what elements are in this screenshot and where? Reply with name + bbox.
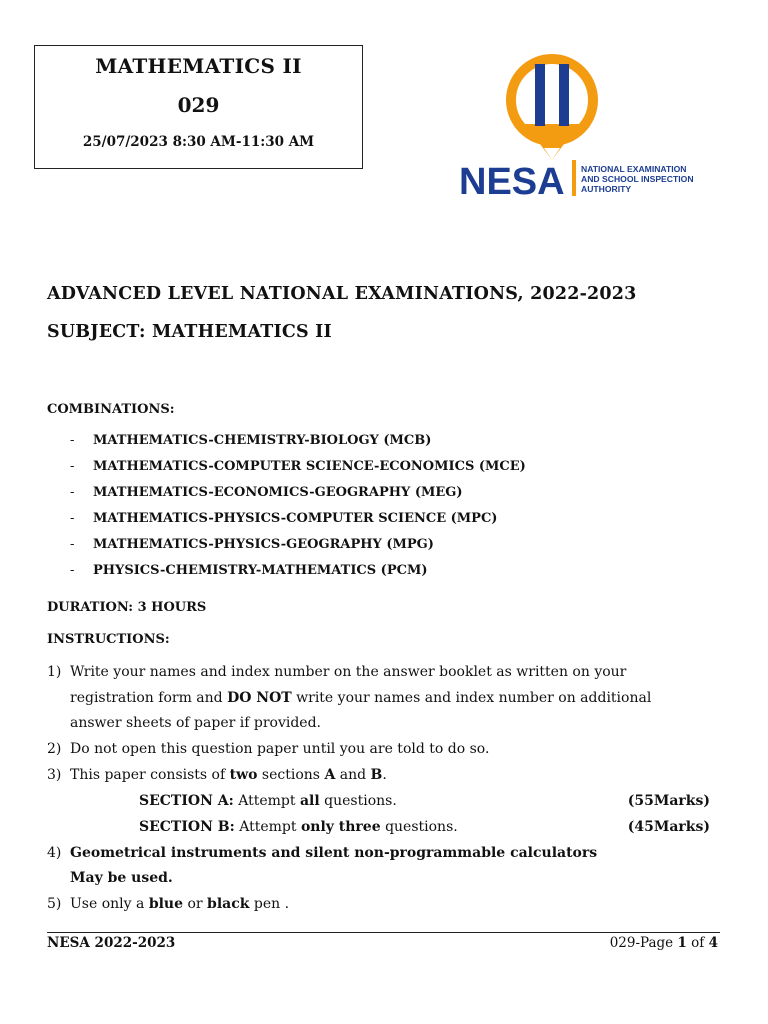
emphasis-do-not: DO NOT (227, 690, 292, 706)
logo-line-1: NATIONAL EXAMINATION (581, 164, 687, 174)
combination-label: MATHEMATICS-CHEMISTRY-BIOLOGY (MCB) (93, 433, 432, 448)
section-b-line (139, 819, 458, 835)
emphasis: only three (300, 819, 381, 835)
section-a-line (139, 793, 397, 809)
emphasis: blue (148, 896, 184, 912)
footer-divider (47, 932, 720, 933)
footer-org-year: NESA 2022-2023 (47, 935, 176, 951)
page-indicator (610, 935, 718, 951)
page-of: of (686, 935, 709, 951)
text-run: pen . (249, 896, 290, 912)
text-run: This paper consists of (70, 767, 230, 783)
instruction-number: 5) (47, 896, 62, 912)
list-dash: - (70, 485, 75, 500)
emphasis: all (299, 793, 320, 809)
subject-line: SUBJECT: MATHEMATICS II (47, 322, 332, 342)
list-dash: - (70, 511, 75, 526)
logo-wordmark: NESA (459, 161, 565, 202)
instruction-2: Do not open this question paper until you are told to do so. (70, 741, 490, 757)
text-run: questions. (319, 793, 397, 809)
instruction-1-line-2 (70, 690, 651, 706)
logo-bar-right (559, 64, 569, 126)
combinations-heading: COMBINATIONS: (47, 402, 175, 417)
combination-label: PHYSICS-CHEMISTRY-MATHEMATICS (PCM) (93, 563, 428, 578)
logo-pencil-point (544, 148, 560, 160)
instruction-4-line-2: May be used. (70, 870, 173, 886)
combination-label: MATHEMATICS-PHYSICS-GEOGRAPHY (MPG) (93, 537, 434, 552)
section-a-label: SECTION A: (139, 793, 234, 809)
instruction-1-line-1: Write your names and index number on the answer booklet as written on your (70, 664, 627, 680)
text-run: Attempt (234, 819, 301, 835)
page-number: 1 (677, 935, 687, 951)
section-b-label: SECTION B: (139, 819, 235, 835)
text-run: and (335, 767, 371, 783)
instruction-number: 1) (47, 664, 62, 680)
combination-label: MATHEMATICS-COMPUTER SCIENCE-ECONOMICS (MCE) (93, 459, 526, 474)
combination-label: MATHEMATICS-ECONOMICS-GEOGRAPHY (MEG) (93, 485, 463, 500)
instruction-1-line-3: answer sheets of paper if provided. (70, 715, 321, 731)
exam-title: ADVANCED LEVEL NATIONAL EXAMINATIONS, 2022-2023 (47, 284, 637, 304)
section-a-marks: (55Marks) (627, 793, 710, 809)
paper-title: MATHEMATICS II (95, 54, 302, 78)
nesa-logo (455, 52, 720, 202)
list-dash: - (70, 537, 75, 552)
exam-date-time: 25/07/2023 8:30 AM-11:30 AM (82, 134, 315, 150)
page-total: 4 (708, 935, 718, 951)
duration: DURATION: 3 HOURS (47, 600, 207, 615)
emphasis: two (229, 767, 258, 783)
paper-code: 029 (177, 93, 220, 117)
text-run: write your names and index number on additional (291, 690, 652, 706)
text-run: registration form and (70, 690, 228, 706)
text-run: Use only a (70, 896, 149, 912)
logo-line-3: AUTHORITY (581, 184, 632, 194)
list-dash: - (70, 563, 75, 578)
text-run: or (183, 896, 208, 912)
instruction-3 (70, 767, 387, 783)
logo-line-2: AND SCHOOL INSPECTION (581, 174, 694, 184)
page-prefix: 029-Page (609, 935, 678, 951)
emphasis: B (370, 767, 383, 783)
emphasis: A (324, 767, 336, 783)
instructions-heading: INSTRUCTIONS: (47, 632, 170, 647)
text-run: Attempt (233, 793, 300, 809)
instruction-4-line-1: Geometrical instruments and silent non-programmable calculators (70, 845, 598, 861)
instruction-5 (70, 896, 289, 912)
instruction-number: 2) (47, 741, 62, 757)
logo-bar-left (535, 64, 545, 126)
combination-label: MATHEMATICS-PHYSICS-COMPUTER SCIENCE (MPC) (93, 511, 498, 526)
section-b-marks: (45Marks) (627, 819, 710, 835)
logo-divider (572, 160, 576, 196)
text-run: . (382, 767, 387, 783)
exam-header-box (34, 45, 363, 169)
text-run: sections (257, 767, 325, 783)
text-run: questions. (380, 819, 458, 835)
list-dash: - (70, 459, 75, 474)
emphasis: black (207, 896, 250, 912)
list-dash: - (70, 433, 75, 448)
instruction-number: 3) (47, 767, 62, 783)
instruction-number: 4) (47, 845, 62, 861)
